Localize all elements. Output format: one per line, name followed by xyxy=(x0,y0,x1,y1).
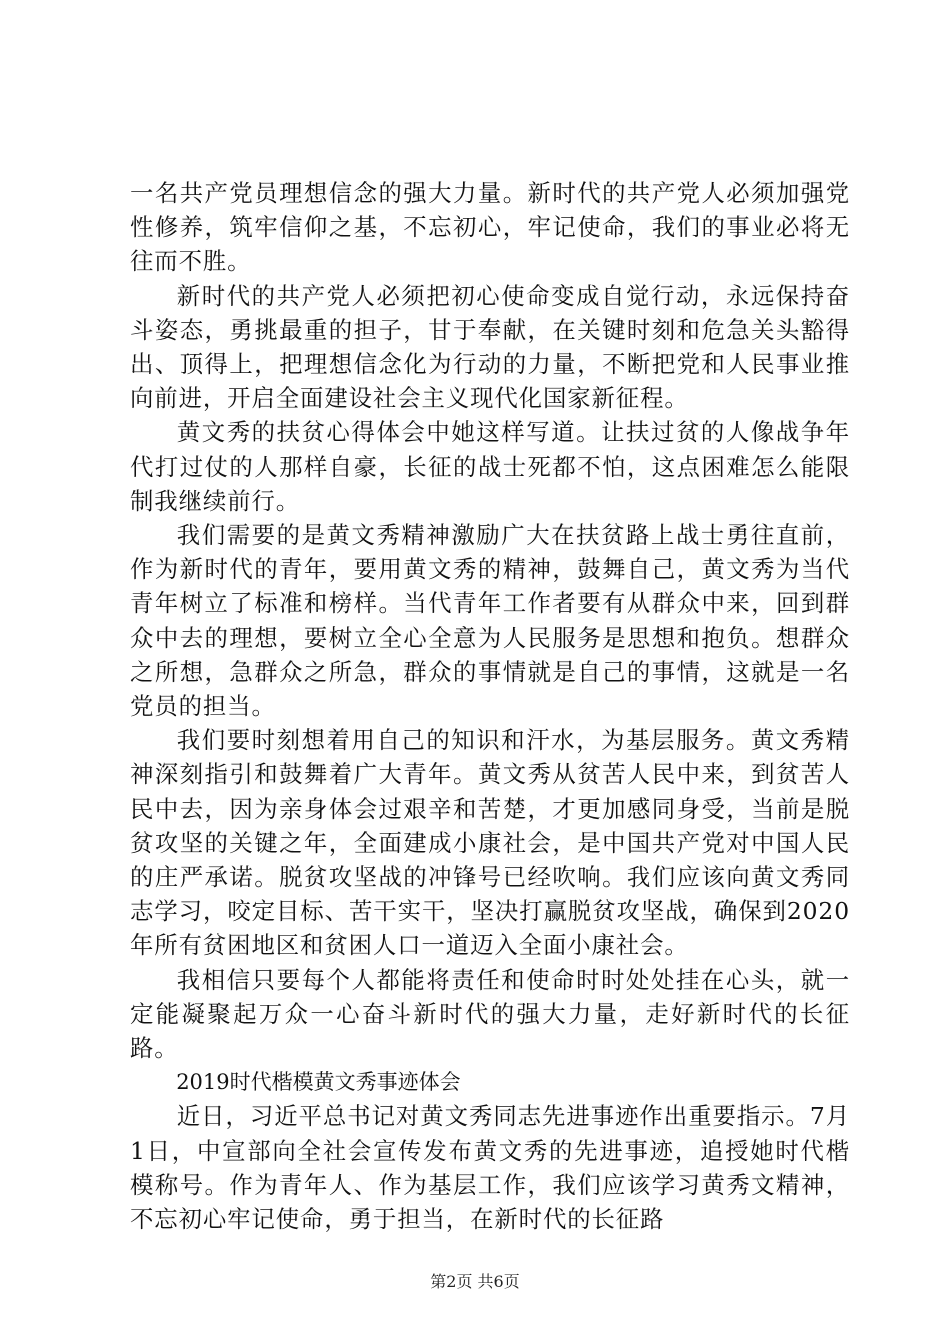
section-heading: 2019时代楷模黄文秀事迹体会 xyxy=(176,1070,461,1095)
paragraph-7: 近日，习近平总书记对黄文秀同志先进事迹作出重要指示。7月1日，中宣部向全社会宣传发布黄文秀的先进事迹，追授她时代楷模称号。作为青年人、作为基层工作，我们应该学习黄秀文精神，不忘初心牢记使命，勇于担当，在新时代的长征路 xyxy=(130,1102,850,1234)
paragraph-1: 一名共产党员理想信念的强大力量。新时代的共产党人必须加强党性修养，筑牢信仰之基，不忘初心，牢记使命，我们的事业必将无往而不胜。 xyxy=(130,179,850,276)
document-body xyxy=(130,176,850,1236)
page-number-label: 第2页 共6页 xyxy=(430,1272,520,1291)
paragraph-4: 我们需要的是黄文秀精神激励广大在扶贫路上战士勇往直前，作为新时代的青年，要用黄文秀的精神，鼓舞自己，黄文秀为当代青年树立了标准和榜样。当代青年工作者要有从群众中来，回到群众中去的理想，要树立全心全意为人民服务是思想和抱负。想群众之所想，急群众之所急，群众的事情就是自己的事情，这就是一名党员的担当。 xyxy=(130,521,850,721)
paragraph-5: 我们要时刻想着用自己的知识和汗水，为基层服务。黄文秀精神深刻指引和鼓舞着广大青年。黄文秀从贫苦人民中来，到贫苦人民中去，因为亲身体会过艰辛和苦楚，才更加感同身受，当前是脱贫攻坚的关键之年，全面建成小康社会，是中国共产党对中国人民的庄严承诺。脱贫攻坚战的冲锋号已经吹响。我们应该向黄文秀同志学习，咬定目标、苦干实干，坚决打赢脱贫攻坚战，确保到2020年所有贫困地区和贫困人口一道迈入全面小康社会。 xyxy=(130,726,850,960)
paragraph-3: 黄文秀的扶贫心得体会中她这样写道。让扶过贫的人像战争年代打过仗的人那样自豪，长征的战士死都不怕，这点困难怎么能限制我继续前行。 xyxy=(130,418,850,515)
paragraph-6: 我相信只要每个人都能将责任和使命时时处处挂在心头，就一定能凝聚起万众一心奋斗新时代的强大力量，走好新时代的长征路。 xyxy=(130,965,850,1063)
page-footer xyxy=(0,1271,950,1293)
paragraph-2: 新时代的共产党人必须把初心使命变成自觉行动，永远保持奋斗姿态，勇挑最重的担子，甘于奉献，在关键时刻和危急关头豁得出、顶得上，把理想信念化为行动的力量，不断把党和人民事业推向前进，开启全面建设社会主义现代化国家新征程。 xyxy=(130,281,850,413)
